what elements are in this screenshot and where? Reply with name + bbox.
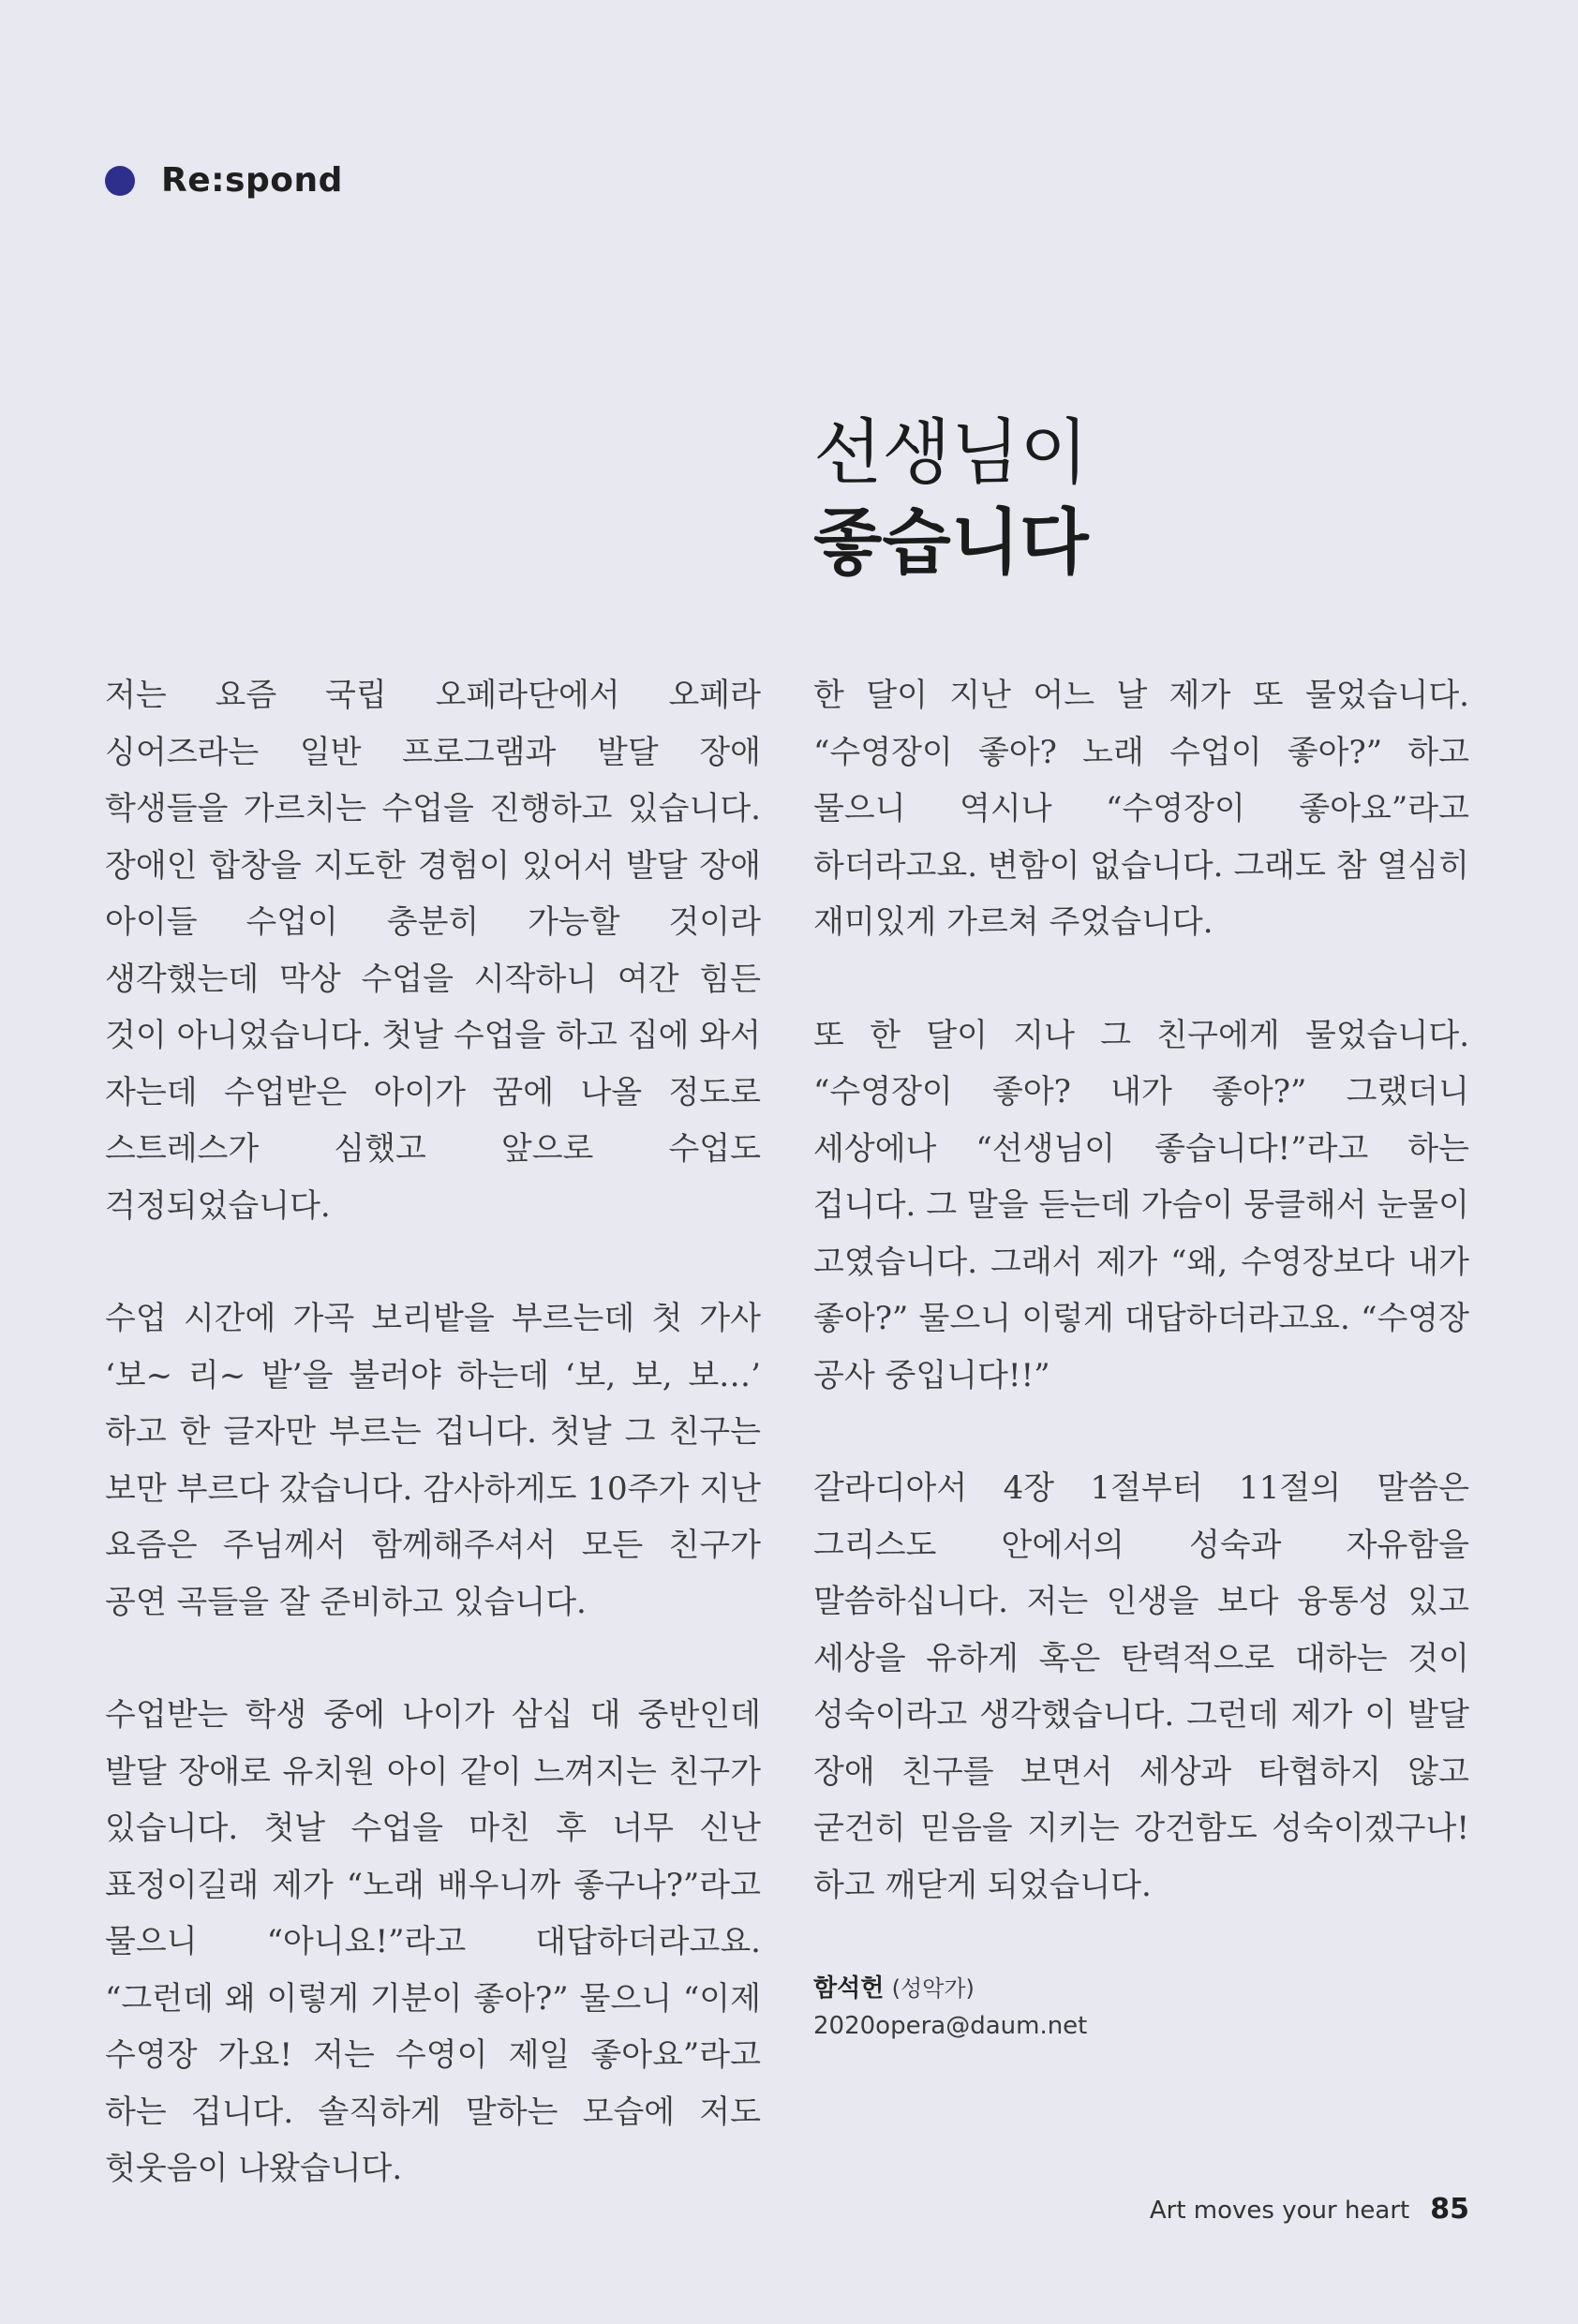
paragraph: 갈라디아서 4장 1절부터 11절의 말씀은 그리스도 안에서의 성숙과 자유함을 말씀하십니다. 저는 인생을 보다 융통성 있고 세상을 유하게 혹은 탄력적으로 대하는 것이 성숙이라고 생각했습니다. 그런데 제가 이 발달 장애 친구를 보면서 세상과 타협하지 않고 굳건히 믿음을 지키는 강건함도 성숙이겠구나! 하고 깨닫게 되었습니다. [813,1469,1469,1904]
paragraph: 저는 요즘 국립 오페라단에서 오페라 싱어즈라는 일반 프로그램과 발달 장애 학생들을 가르치는 수업을 진행하고 있습니다. 장애인 합창을 지도한 경험이 있어서 발달 장애 아이들 수업이 충분히 가능할 것이라 생각했는데 막상 수업을 시작하니 여간 힘든 것이 아니었습니다. 첫날 수업을 하고 집에 와서 자는데 수업받은 아이가 꿈에 나올 정도로 스트레스가 심했고 앞으로 수업도 걱정되었습니다. [105,677,761,1225]
author-line [813,1970,1469,2007]
paragraph: 수업 시간에 가곡 보리밭을 부르는데 첫 가사 ‘보~ 리~ 밭’을 불러야 하는데 ‘보, 보, 보…’ 하고 한 글자만 부르는 겁니다. 첫날 그 친구는 보만 부르다 갔습니다. 감사하게도 10주가 지난 요즘은 주님께서 함께해주셔서 모든 친구가 공연 곡들을 잘 준비하고 있습니다. [105,1300,761,1621]
paragraph: 한 달이 지난 어느 날 제가 또 물었습니다. “수영장이 좋아? 노래 수업이 좋아?” 하고 물으니 역시나 “수영장이 좋아요”라고 하더라고요. 변함이 없습니다. 그래도 참 열심히 재미있게 가르쳐 주었습니다. [813,677,1469,941]
page-footer [1150,2193,1469,2226]
author-email: 2020opera@daum.net [813,2012,1088,2040]
paragraph: 수업받는 학생 중에 나이가 삼십 대 중반인데 발달 장애로 유치원 아이 같이 느껴지는 친구가 있습니다. 첫날 수업을 마친 후 너무 신난 표정이길래 제가 “노래 배우니까 좋구나?”라고 물으니 “아니요!”라고 대답하더라고요. “그런데 왜 이렇게 기분이 좋아?” 물으니 “이제 수영장 가요! 저는 수영이 제일 좋아요”라고 하는 겁니다. 솔직하게 말하는 모습에 저도 헛웃음이 나왔습니다. [105,1696,761,2187]
right-column [813,667,1469,2045]
left-column [105,667,761,2254]
footer-tagline: Art moves your heart [1149,2197,1410,2225]
section-label: Re:spond [161,161,343,200]
paragraph: 또 한 달이 지나 그 친구에게 물었습니다. “수영장이 좋아? 내가 좋아?” 그랬더니 세상에나 “선생님이 좋습니다!”라고 하는 겁니다. 그 말을 듣는데 가슴이 뭉클해서 눈물이 고였습니다. 그래서 제가 “왜, 수영장보다 내가 좋아?” 물으니 이렇게 대답하더라고요. “수영장 공사 중입니다!!” [813,1016,1469,1394]
article-title [813,408,1089,588]
article-title-line1: 선생님이 [813,410,1089,494]
author-role: (성악가) [891,1975,975,2002]
article-title-line2: 좋습니다 [813,500,1089,584]
section-dot-icon [105,166,135,196]
section-tag [105,161,343,200]
author-byline [813,1970,1469,2045]
page-number: 85 [1430,2193,1469,2226]
author-name: 함석헌 [813,1974,885,2003]
